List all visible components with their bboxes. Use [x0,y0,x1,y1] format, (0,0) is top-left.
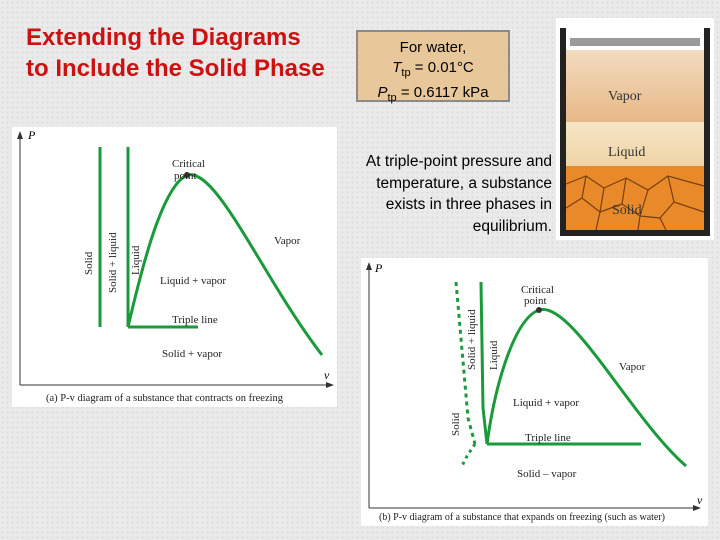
critical-label-2: point [524,295,547,307]
critical-point [536,307,542,313]
liquid-label: Liquid [488,340,500,370]
pv-diagram-contracts [12,127,337,407]
vapor-label: Vapor [619,361,646,373]
caption-b: (b) P-v diagram of a substance that expands on freezing (such as water) [379,512,666,523]
vapor-label: Vapor [274,235,301,247]
water-triple-point-box [356,30,510,102]
slide-title: Extending the Diagrams to Include the Solid Phase [26,24,325,82]
solid-vapor-label: Solid – vapor [517,468,577,480]
solid-region [566,166,704,230]
solid-label: Solid [450,412,462,436]
water-box-temp: $T_{tp} = 0.01^\circ C$ [392,59,474,79]
critical-label-1: Critical [521,284,554,296]
p-axis-label: P [28,128,36,142]
pv-diagram-expands [361,258,708,526]
caption-a: (a) P-v diagram of a substance that contracts on freezing [46,393,284,404]
cylinder-liquid-label: Liquid [608,145,646,160]
liquidus-line [481,282,487,444]
solid-vapor-label: Solid + vapor [162,348,222,360]
v-axis-label: v [697,493,703,507]
liquid-vapor-label: Liquid + vapor [160,275,227,287]
cylinder-solid-label: Solid [612,203,642,218]
critical-label-2: point [174,170,197,182]
liquid-vapor-label: Liquid + vapor [513,397,580,409]
v-axis-label: v [324,368,330,382]
cylinder-wall-right [704,28,710,234]
triple-line-label: Triple line [172,314,218,326]
triple-point-explanation: At triple-point pressure and temperature, a substance exists in three phases in equilibrium. [365,153,552,235]
vapor-region [566,50,704,122]
liquid-label: Liquid [130,245,142,275]
cylinder-vapor-label: Vapor [608,89,642,104]
critical-label-1: Critical [172,158,205,170]
water-box-line1: For water, [399,39,467,56]
solid-liquid-label: Solid + liquid [466,309,478,370]
three-phase-cylinder [556,18,714,240]
cylinder-wall-left [560,28,566,234]
water-box-pressure: $P_{tp} = 0.6117$ kPa [377,84,489,104]
solid-liquid-label: Solid + liquid [107,232,119,293]
solid-label: Solid [83,251,95,275]
piston [570,38,700,46]
cylinder-base [560,230,710,236]
triple-line-label: Triple line [525,432,571,444]
p-axis-label: P [375,261,383,275]
solid-boundary [461,444,475,468]
